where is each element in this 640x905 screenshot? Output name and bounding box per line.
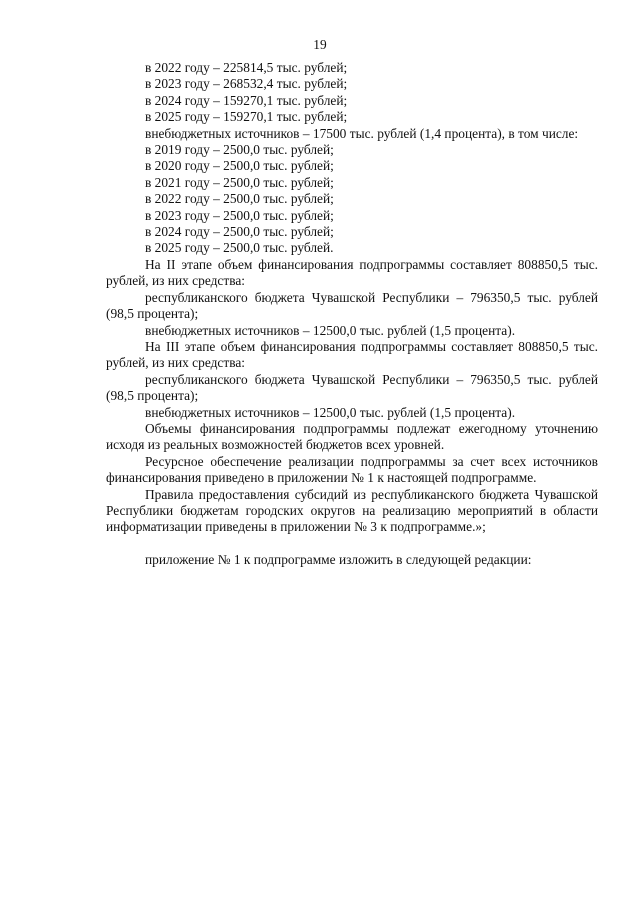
stage3-extrabudget-paragraph: внебюджетных источников – 12500,0 тыс. рублей (1,5 процента). <box>145 404 516 420</box>
stage2-extrabudget-paragraph: внебюджетных источников – 12500,0 тыс. рублей (1,5 процента). <box>145 322 516 338</box>
extrabudget-year-line: в 2023 году – 2500,0 тыс. рублей; <box>145 207 334 223</box>
stage2-republic-budget-paragraph: республиканского бюджета Чувашской Республики – 796350,5 тыс. рублей (98,5 процента); <box>106 289 598 322</box>
paragraph-spacer <box>106 536 598 552</box>
extrabudget-year-line: в 2020 году – 2500,0 тыс. рублей; <box>145 158 334 174</box>
extrabudget-total-paragraph: внебюджетных источников – 17500 тыс. рублей (1,4 процента), в том числе: <box>145 125 579 141</box>
funding-year-line: в 2023 году – 268532,4 тыс. рублей; <box>145 76 348 92</box>
stage2-intro-paragraph: На II этапе объем финансирования подпрограммы составляет 808850,5 тыс. рублей, из них средства: <box>106 256 598 289</box>
page-number: 19 <box>313 37 327 52</box>
appendix-instruction-paragraph: приложение № 1 к подпрограмме изложить в следующей редакции: <box>145 551 532 567</box>
funding-year-line: в 2022 году – 225814,5 тыс. рублей; <box>145 60 348 75</box>
stage3-republic-budget-paragraph: республиканского бюджета Чувашской Республики – 796350,5 тыс. рублей (98,5 процента); <box>106 371 598 404</box>
subsidy-rules-paragraph: Правила предоставления субсидий из республиканского бюджета Чувашской Республики бюджетам городских округов на реализацию мероприятий в области информатизации приведены в приложении № 3 к подпрограмме.»; <box>106 486 598 535</box>
extrabudget-year-line: в 2024 году – 2500,0 тыс. рублей; <box>145 224 334 240</box>
funding-year-line: в 2024 году – 159270,1 тыс. рублей; <box>145 92 348 108</box>
document-body <box>106 60 598 568</box>
funding-year-line: в 2025 году – 159270,1 тыс. рублей; <box>145 109 348 125</box>
extrabudget-year-line: в 2025 году – 2500,0 тыс. рублей. <box>145 240 334 256</box>
volumes-paragraph: Объемы финансирования подпрограммы подлежат ежегодному уточнению исходя из реальных возможностей бюджетов всех уровней. <box>106 420 598 453</box>
stage3-intro-paragraph: На III этапе объем финансирования подпрограммы составляет 808850,5 тыс. рублей, из них средства: <box>106 338 598 371</box>
extrabudget-year-line: в 2022 году – 2500,0 тыс. рублей; <box>145 191 334 207</box>
extrabudget-year-line: в 2021 году – 2500,0 тыс. рублей; <box>145 174 334 190</box>
resources-paragraph: Ресурсное обеспечение реализации подпрограммы за счет всех источников финансирования приведено в приложении № 1 к настоящей подпрограмме. <box>106 453 598 486</box>
extrabudget-year-line: в 2019 году – 2500,0 тыс. рублей; <box>145 142 334 158</box>
